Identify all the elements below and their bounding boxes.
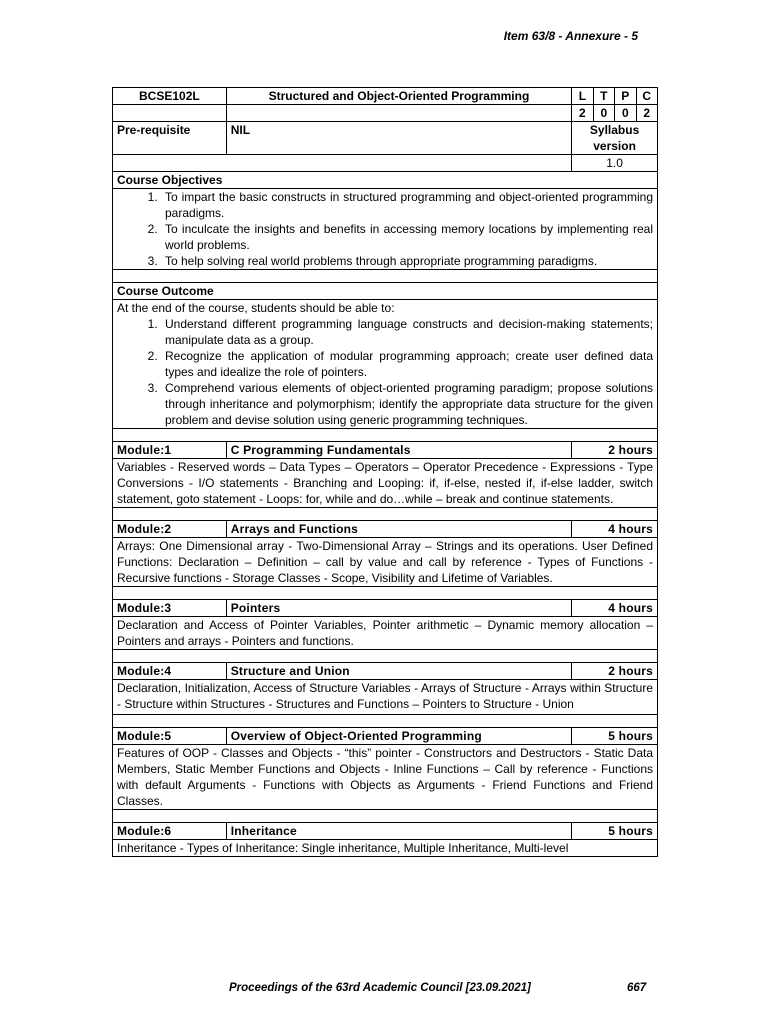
syllabus-version-row: [113, 155, 658, 172]
module-4-header: [113, 663, 658, 680]
syllabus-table: [112, 87, 658, 857]
ltpc-value-t: 0: [593, 105, 614, 122]
module-label: Module:2: [113, 521, 227, 538]
ltpc-label-l: L: [572, 88, 593, 105]
module-title: Inheritance: [226, 823, 571, 840]
annexure-header: Item 63/8 - Annexure - 5: [503, 29, 638, 43]
outcomes-body-row: [113, 300, 658, 429]
module-5-body: [113, 745, 658, 810]
module-label: Module:3: [113, 600, 227, 617]
objectives-body-row: [113, 189, 658, 270]
outcomes-heading-row: [113, 283, 658, 300]
syllabus-version-value: 1.0: [572, 155, 658, 172]
module-title: Overview of Object-Oriented Programming: [226, 728, 571, 745]
module-1-body: [113, 459, 658, 508]
ltpc-value-c: 2: [636, 105, 657, 122]
module-hours: 2 hours: [572, 663, 658, 680]
course-title: Structured and Object-Oriented Programming: [226, 88, 571, 105]
module-4-body: [113, 680, 658, 715]
outcome-item: 2. Recognize the application of modular programming approach; create user defined data types and idealize the role of pointers.: [161, 348, 653, 380]
objectives-heading-row: [113, 172, 658, 189]
module-5-header: [113, 728, 658, 745]
outcome-item: 3. Comprehend various elements of object-oriented programing paradigm; propose solutions through inheritance and polymorphism; identify the appropriate data structure for the given problem and devise solution using generic programming techniques.: [161, 380, 653, 428]
ltpc-values-row: [113, 105, 658, 122]
module-title: Arrays and Functions: [226, 521, 571, 538]
outcomes-intro: At the end of the course, students should be able to:: [117, 301, 395, 315]
ltpc-value-p: 0: [615, 105, 636, 122]
objective-item: 2. To inculcate the insights and benefits in accessing memory locations by implementing real world problems.: [161, 221, 653, 253]
outcome-item: 1. Understand different programming language constructs and decision-making statements; manipulate data as a group.: [161, 316, 653, 348]
module-hours: 5 hours: [572, 823, 658, 840]
prerequisite-value: NIL: [226, 122, 571, 155]
outcomes-heading: Course Outcome: [113, 283, 658, 300]
module-description: Variables - Reserved words – Data Types – Operators – Operator Precedence - Expressions - Type Conversions - I/O statements - Branching and Looping: if, if-else, nested if, if-else ladder, switch statement, goto statement - Loops: for, while and do…while – break and continue statements.: [113, 459, 658, 508]
ltpc-label-c: C: [636, 88, 657, 105]
module-label: Module:4: [113, 663, 227, 680]
module-3-header: [113, 600, 658, 617]
module-2-body: [113, 538, 658, 587]
ltpc-label-p: P: [615, 88, 636, 105]
objectives-list: [117, 189, 653, 269]
module-title: Pointers: [226, 600, 571, 617]
objective-item: 1. To impart the basic constructs in structured programming and object-oriented programming paradigms.: [161, 189, 653, 221]
module-3-body: [113, 617, 658, 650]
module-description: Arrays: One Dimensional array - Two-Dimensional Array – Strings and its operations. User Defined Functions: Declaration – Definition – call by value and call by reference - Types of Functions - Recursive functions - Storage Classes - Scope, Visibility and Lifetime of Variables.: [113, 538, 658, 587]
module-title: C Programming Fundamentals: [226, 442, 571, 459]
objectives-heading: Course Objectives: [113, 172, 658, 189]
course-code: BCSE102L: [113, 88, 227, 105]
module-hours: 4 hours: [572, 600, 658, 617]
module-6-body: [113, 840, 658, 857]
module-description: Declaration and Access of Pointer Variables, Pointer arithmetic – Dynamic memory allocation – Pointers and arrays - Pointers and functions.: [113, 617, 658, 650]
module-2-header: [113, 521, 658, 538]
syllabus-version-label: Syllabus version: [572, 122, 658, 155]
ltpc-label-t: T: [593, 88, 614, 105]
module-1-header: [113, 442, 658, 459]
course-title-row: [113, 88, 658, 105]
objective-item: 3. To help solving real world problems through appropriate programming paradigms.: [161, 253, 653, 269]
module-title: Structure and Union: [226, 663, 571, 680]
module-description: Inheritance - Types of Inheritance: Single inheritance, Multiple Inheritance, Multi-level: [113, 840, 658, 857]
module-hours: 5 hours: [572, 728, 658, 745]
module-hours: 2 hours: [572, 442, 658, 459]
module-label: Module:6: [113, 823, 227, 840]
module-6-header: [113, 823, 658, 840]
module-label: Module:5: [113, 728, 227, 745]
prerequisite-row: [113, 122, 658, 155]
prerequisite-label: Pre-requisite: [113, 122, 227, 155]
ltpc-value-l: 2: [572, 105, 593, 122]
module-description: Declaration, Initialization, Access of Structure Variables - Arrays of Structure - Arrays within Structure - Structure within Structures - Structures and Functions – Pointers to Structure - Union: [117, 681, 653, 711]
footer-proceedings: Proceedings of the 63rd Academic Council [23.09.2021]: [229, 982, 531, 994]
module-hours: 4 hours: [572, 521, 658, 538]
outcomes-list: [117, 316, 653, 428]
module-label: Module:1: [113, 442, 227, 459]
module-description: Features of OOP - Classes and Objects - “this” pointer - Constructors and Destructors - Static Data Members, Static Member Functions and Objects - Inline Functions – Call by reference - Functions with default Arguments - Functions with Objects as Arguments - Friend Functions and Friend Classes.: [113, 745, 658, 810]
page-number: 667: [627, 982, 647, 994]
